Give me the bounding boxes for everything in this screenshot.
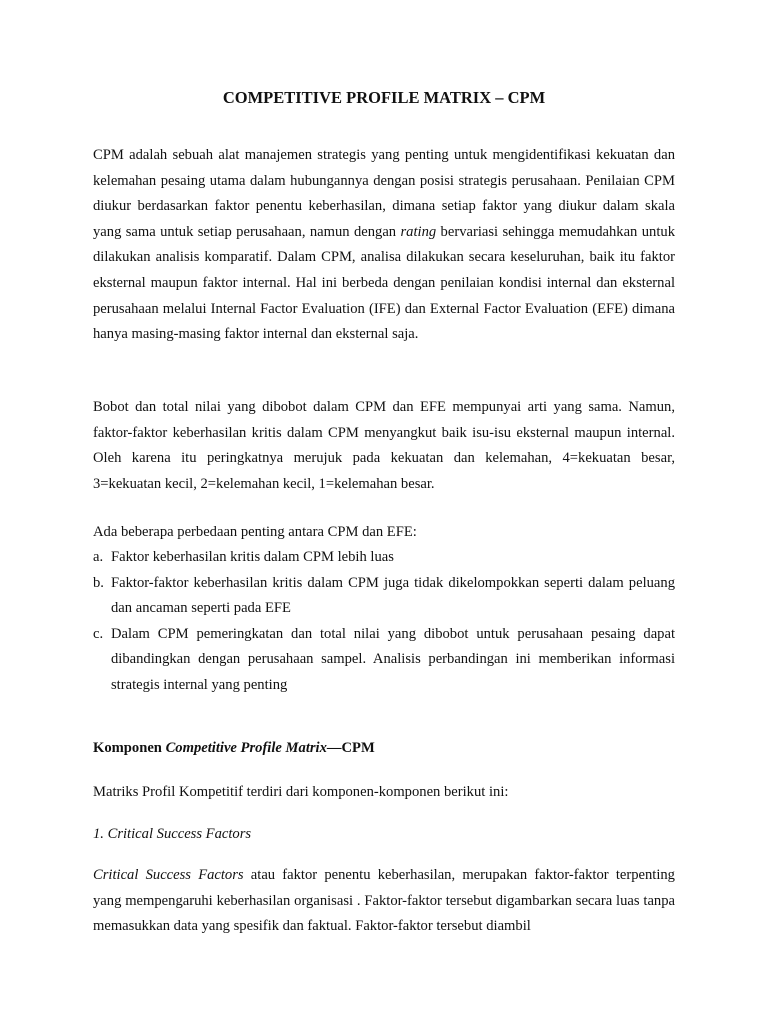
section-heading <box>93 737 375 759</box>
paragraph-italic-term: rating <box>400 223 437 240</box>
list-item <box>93 571 675 622</box>
section-heading-italic: Competitive Profile Matrix <box>165 740 327 756</box>
paragraph-italic-term: Critical Success Factors <box>93 867 244 883</box>
paragraph-text: bervariasi sehingga memudahkan untuk dilakukan analisis komparatif. Dalam CPM, analisa dilakukan secara keseluruhan, baik itu faktor eksternal maupun faktor internal. Hal ini berbeda dengan penilaian kondisi internal dan eksternal perusahaan melalui Internal Factor Evaluation (IFE) dan External Factor Evaluation (EFE) dimana hanya masing-masing faktor internal dan eksternal saja. <box>93 223 675 343</box>
list-intro: Ada beberapa perbedaan penting antara CPM dan EFE: <box>93 524 417 540</box>
paragraph-text: atau faktor penentu keberhasilan, merupakan faktor-faktor terpenting yang mempengaruhi keberhasilan organisasi . Faktor-faktor tersebut digambarkan secara luas tanpa memasukkan data yang spesifik dan faktual. Faktor-faktor tersebut diambil <box>93 867 675 935</box>
list-marker: a. <box>93 549 104 565</box>
list-marker: c. <box>93 625 104 642</box>
list-item-text: Faktor keberhasilan kritis dalam CPM lebih luas <box>111 549 394 565</box>
list-item <box>93 545 675 571</box>
paragraph-cpm-definition <box>93 143 675 348</box>
differences-list <box>93 545 675 699</box>
section-heading-suffix: —CPM <box>326 740 375 756</box>
list-item-text: Faktor-faktor keberhasilan kritis dalam CPM juga tidak dikelompokkan seperti dalam peluang dan ancaman seperti pada EFE <box>111 574 675 617</box>
paragraph-components-intro: Matriks Profil Kompetitif terdiri dari komponen-komponen berikut ini: <box>93 784 509 800</box>
list-item <box>93 622 675 699</box>
paragraph-weights: Bobot dan total nilai yang dibobot dalam CPM dan EFE mempunyai arti yang sama. Namun, faktor-faktor keberhasilan kritis dalam CPM menyangkut baik isu-isu eksternal maupun internal. Oleh karena itu peringkatnya merujuk pada kekuatan dan kelemahan, 4=kekuatan besar, 3=kekuatan kecil, 2=kelemahan kecil, 1=kelemahan besar. <box>93 399 675 492</box>
sub-heading-csf: 1. Critical Success Factors <box>93 826 252 842</box>
paragraph-csf <box>93 863 675 940</box>
section-heading-prefix: Komponen <box>93 740 166 756</box>
paragraph-text: CPM adalah sebuah alat manajemen strategis yang penting untuk mengidentifikasi kekuatan dan kelemahan pesaing utama dalam hubungannya dengan posisi strategis perusahaan. Penilaian CPM diukur berdasarkan faktor penentu keberhasilan, dimana setiap faktor yang diukur dalam skala yang sama untuk setiap perusahaan, namun dengan <box>93 147 675 240</box>
document-title: COMPETITIVE PROFILE MATRIX – CPM <box>222 88 546 107</box>
list-item-text: Dalam CPM pemeringkatan dan total nilai yang dibobot untuk perusahaan pesaing dapat dibandingkan dengan perusahaan sampel. Analisis perbandingan ini memberikan informasi strategis internal yang penting <box>111 625 675 693</box>
list-marker: b. <box>93 574 104 591</box>
